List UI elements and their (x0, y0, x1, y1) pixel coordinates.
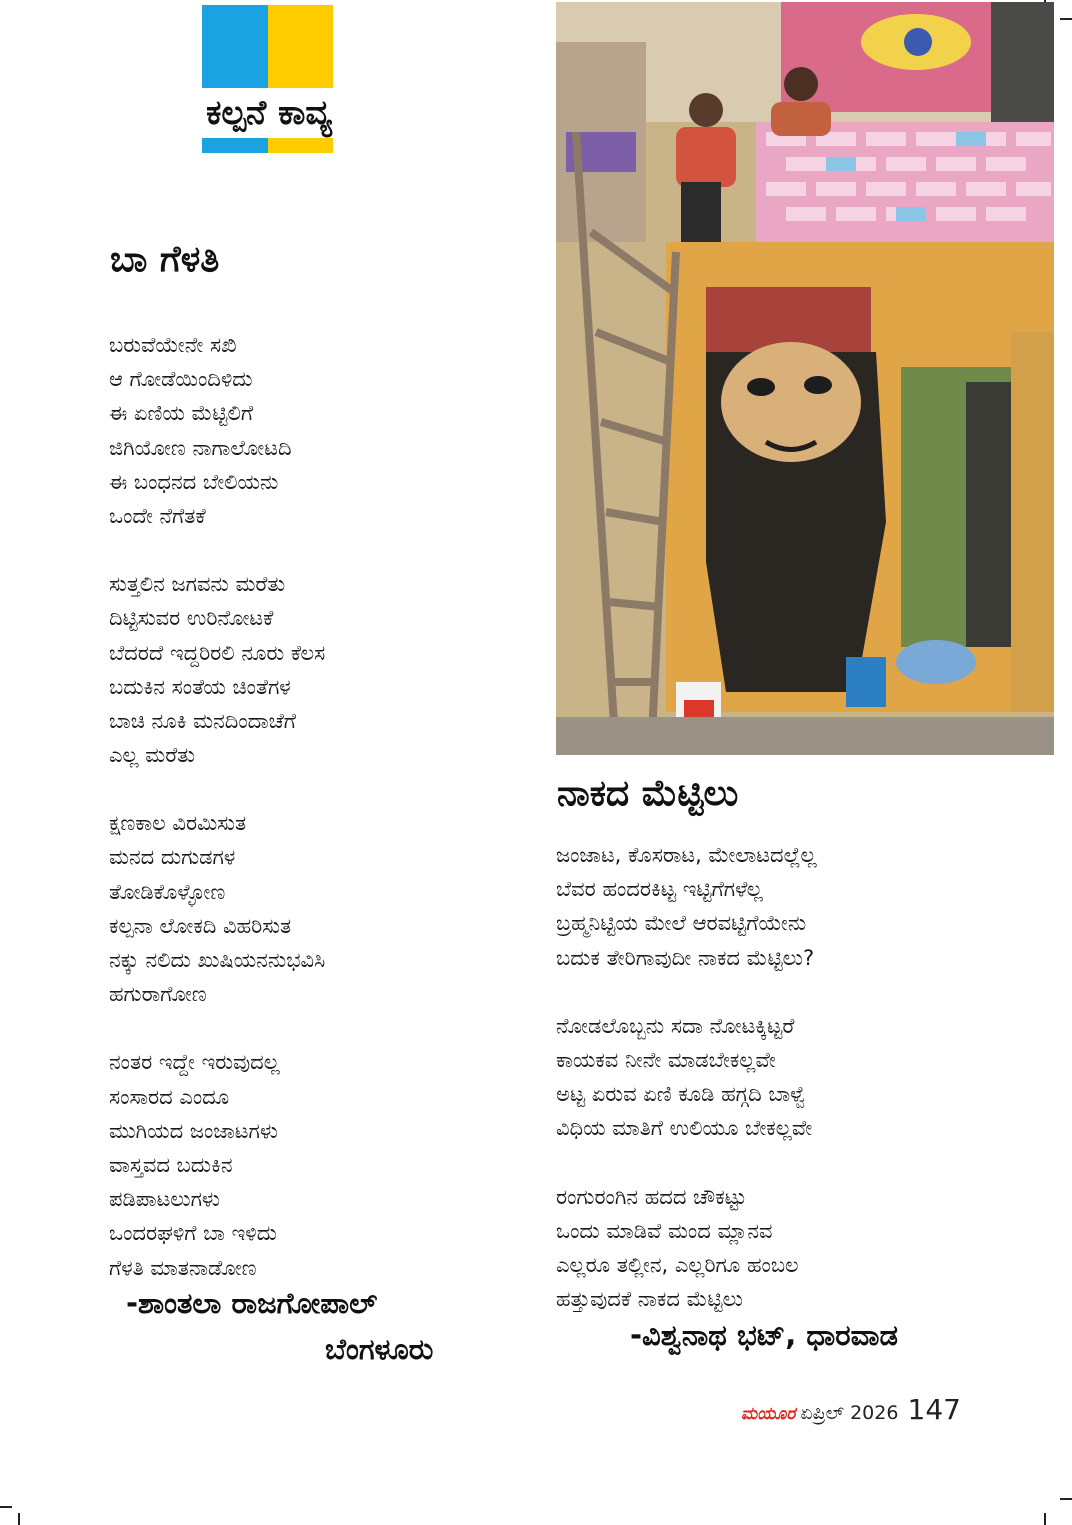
page-footer (725, 1393, 961, 1426)
dark-wall-right (991, 2, 1054, 122)
poem-line: ಬ್ರಹ್ಮನಿಟ್ಟಿಯ ಮೇಲೆ ಆರವಟ್ಟಿಗೆಯೇನು (556, 911, 807, 936)
poem-line: ಕ್ಷಣಕಾಲ ವಿರಮಿಸುತ (109, 811, 247, 836)
right-poem-author: -ವಿಶ್ವನಾಥ ಭಟ್, ಧಾರವಾಡ (630, 1318, 898, 1352)
poem-line: ಮುಗಿಯದ ಜಂಜಾಟಗಳು (109, 1118, 278, 1143)
poem-line: ಒಂದೇ ನೆಗೆತಕೆ (109, 503, 206, 528)
poem-line: ಅಟ್ಟ ಏರುವ ಏಣಿ ಕೂಡಿ ಹಗ್ಗದಿ ಬಾಳ್ವೆ (556, 1082, 807, 1107)
poem-line: ಬದುಕಿನ ಸಂತೆಯ ಚಿಂತೆಗಳ (109, 674, 291, 699)
section-label: ಕಲ್ಪನೆ ಕಾವ್ಯ (206, 93, 332, 133)
poem-line: ಈ ಬಂಧನದ ಬೇಲಿಯನು (109, 469, 279, 494)
poem-line: ನಕ್ಕು ನಲಿದು ಖುಷಿಯನನುಭವಿಸಿ (109, 948, 326, 972)
poem-line: ರಂಗುರಂಗಿನ ಹದದ ಚೌಕಟ್ಟು (556, 1184, 747, 1209)
poem-line: ಗೆಳತಿ ಮಾತನಾಡೋಣ (109, 1255, 257, 1280)
wash-basin (896, 640, 976, 684)
crop-mark (0, 1506, 12, 1508)
stanza-gap (556, 975, 817, 1009)
poem-line: ಬೆದರದೆ ಇದ್ದರಿರಲಿ ನೂರು ಕೆಲಸ (109, 640, 326, 665)
page-number: 147 (907, 1393, 961, 1426)
left-poem-body (109, 328, 325, 1285)
section-logo (202, 5, 333, 153)
pavement (556, 717, 1054, 755)
poem-line: ಒಂದರಘಳಿಗೆ ಬಾ ಇಳಿದು (109, 1221, 277, 1246)
poem-line: ಬೆವರ ಹಂದರಕಿಟ್ಟ ಇಟ್ಟಿಗೆಗಳೆಲ್ಲ (556, 877, 763, 902)
poem-line: ಕಾಯಕವ ನೀನೇ ಮಾಡಬೇಕಲ್ಲವೇ (556, 1047, 776, 1072)
poem-line: ದಿಟ್ಟಿಸುವರ ಉರಿನೋಟಕೆ (109, 606, 274, 631)
blue-drum (846, 657, 886, 707)
poem-line: ಒಂದು ಮಾಡಿವೆ ಮಂದ ಮ್ಲಾನವ (556, 1218, 773, 1243)
issue-date: ಏಪ್ರಿಲ್ 2026 (800, 1402, 899, 1424)
poem-line: ಮನದ ದುಗುಡಗಳ (109, 845, 236, 870)
poem-line: ಕಲ್ಪನಾ ಲೋಕದಿ ವಿಹರಿಸುತ (109, 913, 292, 938)
poem-line: ಸುತ್ತಲಿನ ಜಗವನು ಮರೆತು (109, 572, 286, 597)
poem-line: ಬಾಚಿ ನೂಕಿ ಮನದಿಂದಾಚೆಗೆ (109, 708, 296, 733)
poem-line: ಸಂಸಾರದ ಎಂದೂ (109, 1084, 230, 1109)
stanza-gap (109, 772, 325, 806)
left-poem-title: ಬಾ ಗೆಳತಿ (110, 239, 220, 280)
doorway-inner (966, 382, 1011, 647)
magazine-name: ಮಯೂರ (741, 1404, 796, 1424)
stanza-gap (109, 1011, 325, 1045)
poem-line: ಜಂಜಾಟ, ಕೊಸರಾಟ, ಮೇಲಾಟದಲ್ಲೆಲ್ಲ (556, 843, 817, 867)
mural-eye-pupil (904, 28, 932, 56)
poem-line: ಹಗುರಾಗೋಣ (109, 982, 207, 1007)
left-poem-author: -ಶಾಂತಲಾ ರಾಜಗೋಪಾಲ್ (126, 1286, 378, 1320)
poem-line: ಎಲ್ಲರೂ ತಲ್ಲೀನ, ಎಲ್ಲರಿಗೂ ಹಂಬಲ (556, 1252, 799, 1277)
crop-mark (1060, 1498, 1072, 1500)
face-mural (706, 287, 886, 692)
poem-line: ಎಲ್ಲ ಮರೆತು (109, 743, 195, 768)
poem-line: ಜಿಗಿಯೋಣ ನಾಗಾಲೋಟದಿ (109, 435, 292, 460)
poem-line: ಬರುವೆಯೇನೇ ಸಖಿ (109, 333, 237, 357)
poem-line: ಈ ಏಣಿಯ ಮೆಟ್ಟಿಲಿಗೆ (109, 401, 254, 426)
poem-line: ಹತ್ತುವುದಕೆ ನಾಕದ ಮೆಟ್ಟಿಲು (556, 1287, 743, 1312)
crop-mark (1044, 1513, 1046, 1525)
poem-line: ನೋಡಲೊಬ್ಬನು ಸದಾ ನೋಟಕ್ಕಿಟ್ಟರೆ (556, 1013, 795, 1038)
poem-line: ನಂತರ ಇದ್ದೇ ಇರುವುದಲ್ಲ (109, 1050, 280, 1075)
stanza-gap (109, 533, 325, 567)
poem-line: ವಿಧಿಯ ಮಾತಿಗೆ ಉಲಿಯೂ ಬೇಕಲ್ಲವೇ (556, 1116, 813, 1141)
stanza-gap (556, 1146, 817, 1180)
poem-line: ತೋಡಿಕೊಳ್ಳೋಣ (109, 879, 226, 904)
right-poem-body (556, 838, 817, 1316)
right-poem-title: ನಾಕದ ಮೆಟ್ಟಿಲು (557, 773, 739, 814)
poem-line: ಬದುಕ ತೇರಿಗಾವುದೀ ನಾಕದ ಮೆಟ್ಟಿಲು? (556, 945, 815, 970)
poem-line: ಪಡಿಪಾಟಲುಗಳು (109, 1187, 221, 1212)
bucket-label (684, 700, 714, 718)
door-frame-right (1011, 332, 1054, 712)
left-poem-place: ಬೆಂಗಳೂರು (325, 1332, 434, 1366)
crop-mark (18, 1513, 20, 1525)
crop-mark (1060, 18, 1072, 20)
street-wall-photo (556, 2, 1054, 755)
poem-line: ಆ ಗೋಡೆಯಿಂದಿಳಿದು (109, 367, 253, 392)
poem-line: ವಾಸ್ತವದ ಬದುಕಿನ (109, 1152, 233, 1177)
